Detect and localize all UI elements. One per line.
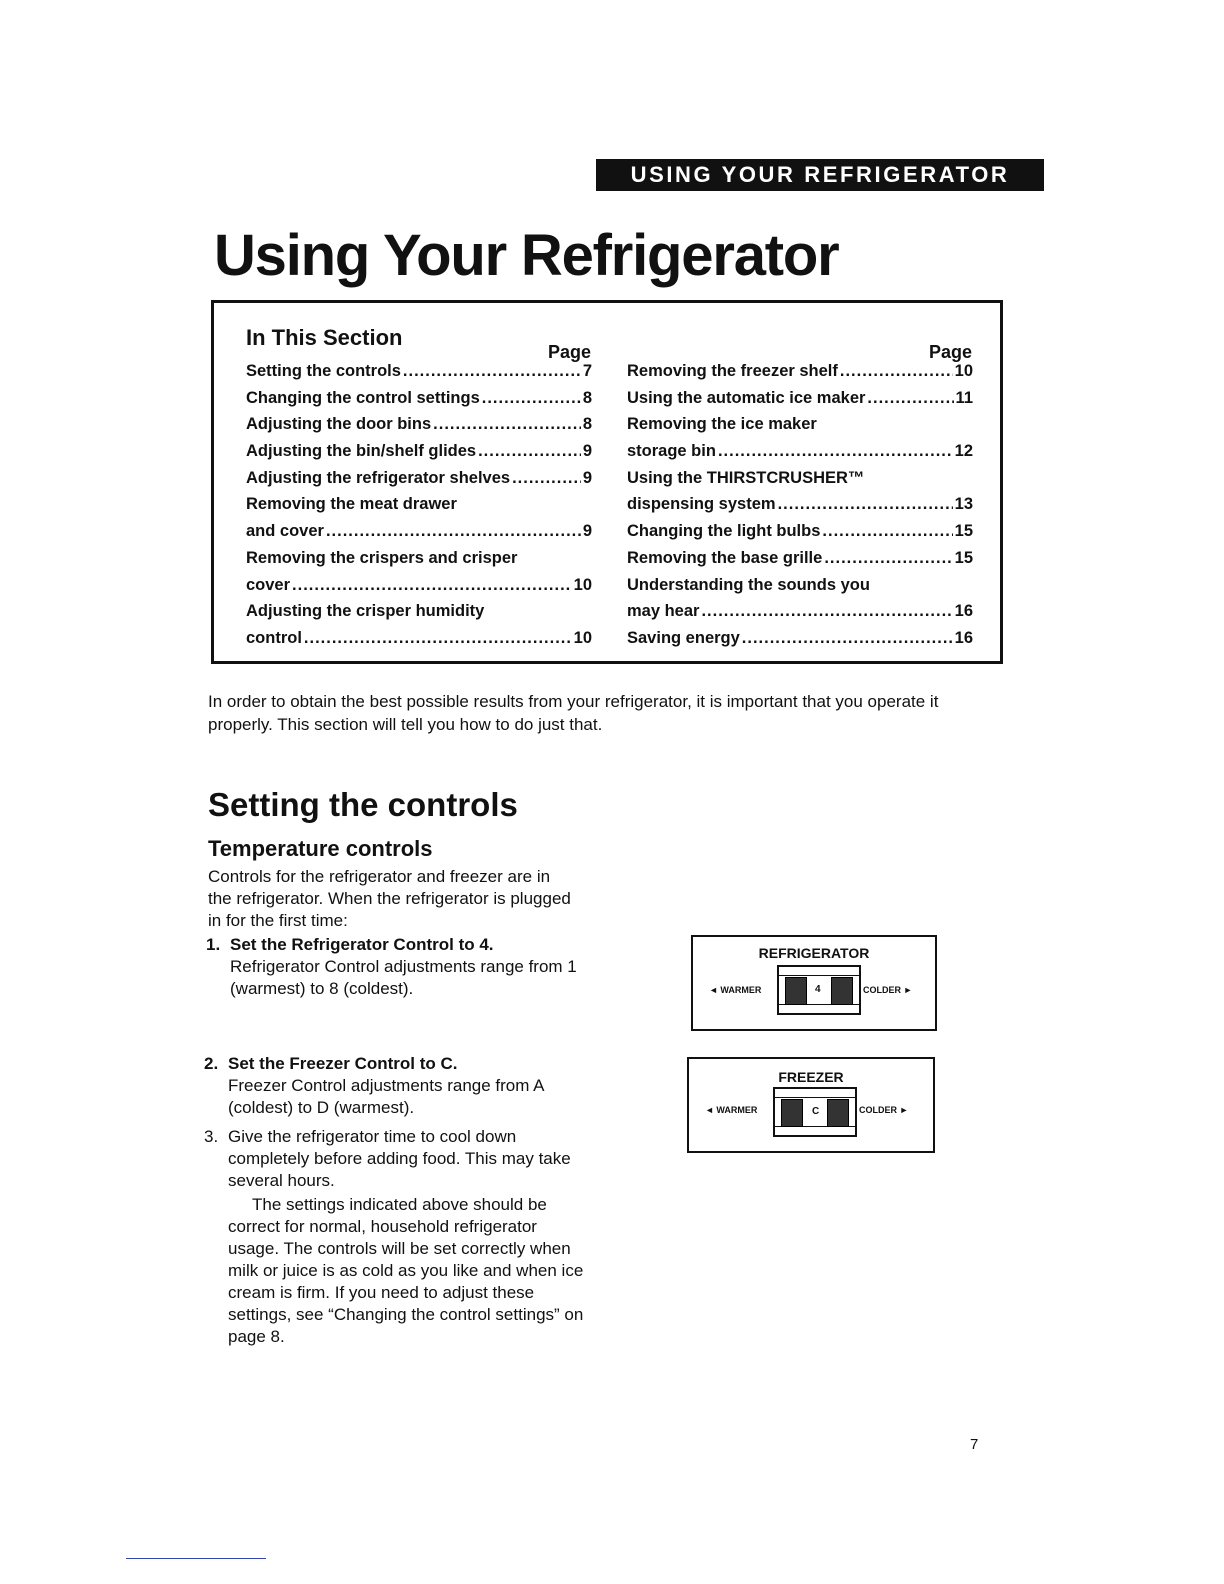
step-title: Set the Freezer Control to C. [228, 1054, 458, 1073]
step-number: 3. [204, 1127, 219, 1146]
colder-label: COLDER ► [859, 1105, 909, 1115]
toc-item-page: 10 [573, 575, 592, 594]
toc-item[interactable] [246, 362, 592, 389]
toc-right-column [627, 362, 973, 656]
toc-leader-dots [840, 362, 953, 381]
toc-item[interactable] [246, 522, 592, 549]
toc-item-title: Removing the base grille [627, 548, 823, 567]
toc-leader-dots [512, 469, 581, 488]
toc-item[interactable] [246, 495, 592, 522]
toc-item[interactable] [627, 629, 973, 656]
toc-item-title: Removing the freezer shelf [627, 362, 838, 380]
toc-leader-dots [433, 415, 581, 434]
toc-leader-dots [478, 442, 581, 461]
toc-item-title: may hear [627, 602, 700, 621]
toc-item[interactable] [246, 469, 592, 496]
toc-leader-dots [742, 629, 953, 648]
toc-item-page: 8 [582, 388, 592, 407]
toc-leader-dots [304, 629, 572, 648]
toc-item-title: Setting the controls [246, 362, 401, 380]
slider-track [775, 1097, 855, 1098]
toc-item[interactable] [627, 522, 973, 549]
step-number: 2. [204, 1054, 219, 1073]
section-banner: USING YOUR REFRIGERATOR [596, 159, 1044, 191]
toc-leader-dots [482, 389, 581, 408]
section-subtitle: Temperature controls [208, 836, 433, 861]
slider-knob[interactable] [781, 1099, 803, 1127]
toc-item-title: Saving energy [627, 628, 740, 647]
slider-track [779, 975, 859, 976]
toc-item-title: Using the THIRSTCRUSHER™ [627, 468, 865, 487]
warmer-label: ◄ WARMER [705, 1105, 758, 1115]
toc-leader-dots [822, 522, 952, 541]
toc-item-title: Changing the control settings [246, 388, 480, 407]
toc-page-label-left: Page [548, 342, 592, 362]
refrigerator-control-panel [691, 935, 937, 1031]
toc-item-page: 9 [582, 468, 592, 487]
toc-page-label-right: Page [929, 342, 973, 362]
toc-leader-dots [701, 602, 952, 621]
lead-paragraph: Controls for the refrigerator and freezer are in the refrigerator. When the refrigerator is plugged in for the first time: [208, 867, 571, 930]
toc-item-page: 8 [582, 415, 592, 434]
toc-item-page: 10 [954, 362, 973, 380]
slider-knob[interactable] [827, 1099, 849, 1127]
intro-paragraph: In order to obtain the best possible results from your refrigerator, it is important that you operate it properly. This section will tell you how to do just that. [208, 692, 939, 734]
toc-item[interactable] [246, 442, 592, 469]
step-1 [206, 934, 578, 1000]
toc-item-page: 12 [954, 442, 973, 461]
step-title: Set the Refrigerator Control to 4. [230, 935, 494, 954]
toc-item[interactable] [627, 389, 973, 416]
toc-item-title: Removing the ice maker [627, 415, 817, 434]
toc-item-title: dispensing system [627, 495, 776, 514]
toc-item[interactable] [246, 576, 592, 603]
step-text: Give the refrigerator time to cool down completely before adding food. This may take several hours. [228, 1127, 571, 1190]
toc-item-page: 16 [954, 602, 973, 621]
toc-leader-dots [778, 495, 953, 514]
toc-item-title: Adjusting the bin/shelf glides [246, 442, 477, 461]
step-2 [204, 1053, 578, 1119]
toc-item[interactable] [246, 415, 592, 442]
toc-item[interactable] [246, 389, 592, 416]
toc-item-title: cover [246, 575, 291, 594]
toc-item[interactable] [246, 629, 592, 656]
step-text: Refrigerator Control adjustments range from 1 (warmest) to 8 (coldest). [230, 957, 577, 998]
toc-item-title: control [246, 628, 302, 647]
page-title: Using Your Refrigerator [214, 223, 839, 288]
step-3 [204, 1126, 584, 1348]
panel-label: FREEZER [778, 1069, 844, 1085]
freezer-control-panel [687, 1057, 935, 1153]
toc-item-page: 15 [954, 522, 973, 541]
toc-item[interactable] [627, 415, 973, 442]
toc-item[interactable] [627, 469, 973, 496]
step-number: 1. [206, 935, 221, 954]
toc-item-page: 15 [954, 548, 973, 567]
refrigerator-slider[interactable] [777, 965, 861, 1015]
settings-note: The settings indicated above should be correct for normal, household refrigerator usage. The controls will be set correctly when milk or juice is as cold as you like and when ice cream is firm. If you need to adjust these settings, see “Changing the control settings” on page 8. [228, 1195, 584, 1346]
toc-item-title: and cover [246, 522, 324, 541]
toc-item[interactable] [627, 442, 973, 469]
toc-item[interactable] [246, 549, 592, 576]
toc-item-title: Understanding the sounds you [627, 575, 870, 594]
slider-value: C [812, 1106, 820, 1117]
toc-item-title: Adjusting the crisper humidity [246, 602, 485, 621]
slider-value: 4 [815, 984, 821, 995]
footer-rule [126, 1558, 266, 1559]
toc-item-title: Changing the light bulbs [627, 522, 821, 541]
toc-leader-dots [326, 522, 581, 541]
toc-item-page: 9 [582, 522, 592, 541]
toc-item-page: 7 [582, 362, 592, 380]
toc-leader-dots [867, 389, 953, 408]
toc-item-title: Adjusting the door bins [246, 415, 432, 434]
toc-item[interactable] [246, 602, 592, 629]
slider-knob[interactable] [831, 977, 853, 1005]
colder-label: COLDER ► [863, 985, 913, 995]
warmer-label: ◄ WARMER [709, 985, 762, 995]
toc-heading: In This Section [246, 325, 403, 350]
toc-item[interactable] [627, 362, 973, 389]
toc-leader-dots [718, 442, 953, 461]
toc-item-title: Removing the crispers and crisper [246, 548, 518, 567]
page-number: 7 [970, 1436, 979, 1453]
step-text: Freezer Control adjustments range from A (coldest) to D (warmest). [228, 1076, 544, 1117]
toc-item-title: Adjusting the refrigerator shelves [246, 468, 511, 487]
toc-leader-dots [292, 576, 572, 595]
section-title: Setting the controls [208, 786, 518, 823]
toc-item[interactable] [627, 602, 973, 629]
toc-item-page: 13 [954, 495, 973, 514]
toc-leader-dots [824, 549, 952, 568]
toc-item-page: 16 [954, 628, 973, 647]
slider-knob[interactable] [785, 977, 807, 1005]
toc-item-page: 9 [582, 442, 592, 461]
freezer-slider[interactable] [773, 1087, 857, 1137]
toc-leader-dots [403, 362, 581, 381]
toc-item[interactable] [627, 576, 973, 603]
panel-label: REFRIGERATOR [758, 945, 870, 961]
toc-item-page: 10 [573, 628, 592, 647]
toc-item-title: Removing the meat drawer [246, 495, 457, 514]
toc-item[interactable] [627, 495, 973, 522]
toc-item[interactable] [627, 549, 973, 576]
toc-left-column [246, 362, 592, 656]
toc-item-title: Using the automatic ice maker [627, 388, 866, 407]
toc-item-page: 11 [955, 388, 973, 407]
toc-item-title: storage bin [627, 442, 716, 461]
